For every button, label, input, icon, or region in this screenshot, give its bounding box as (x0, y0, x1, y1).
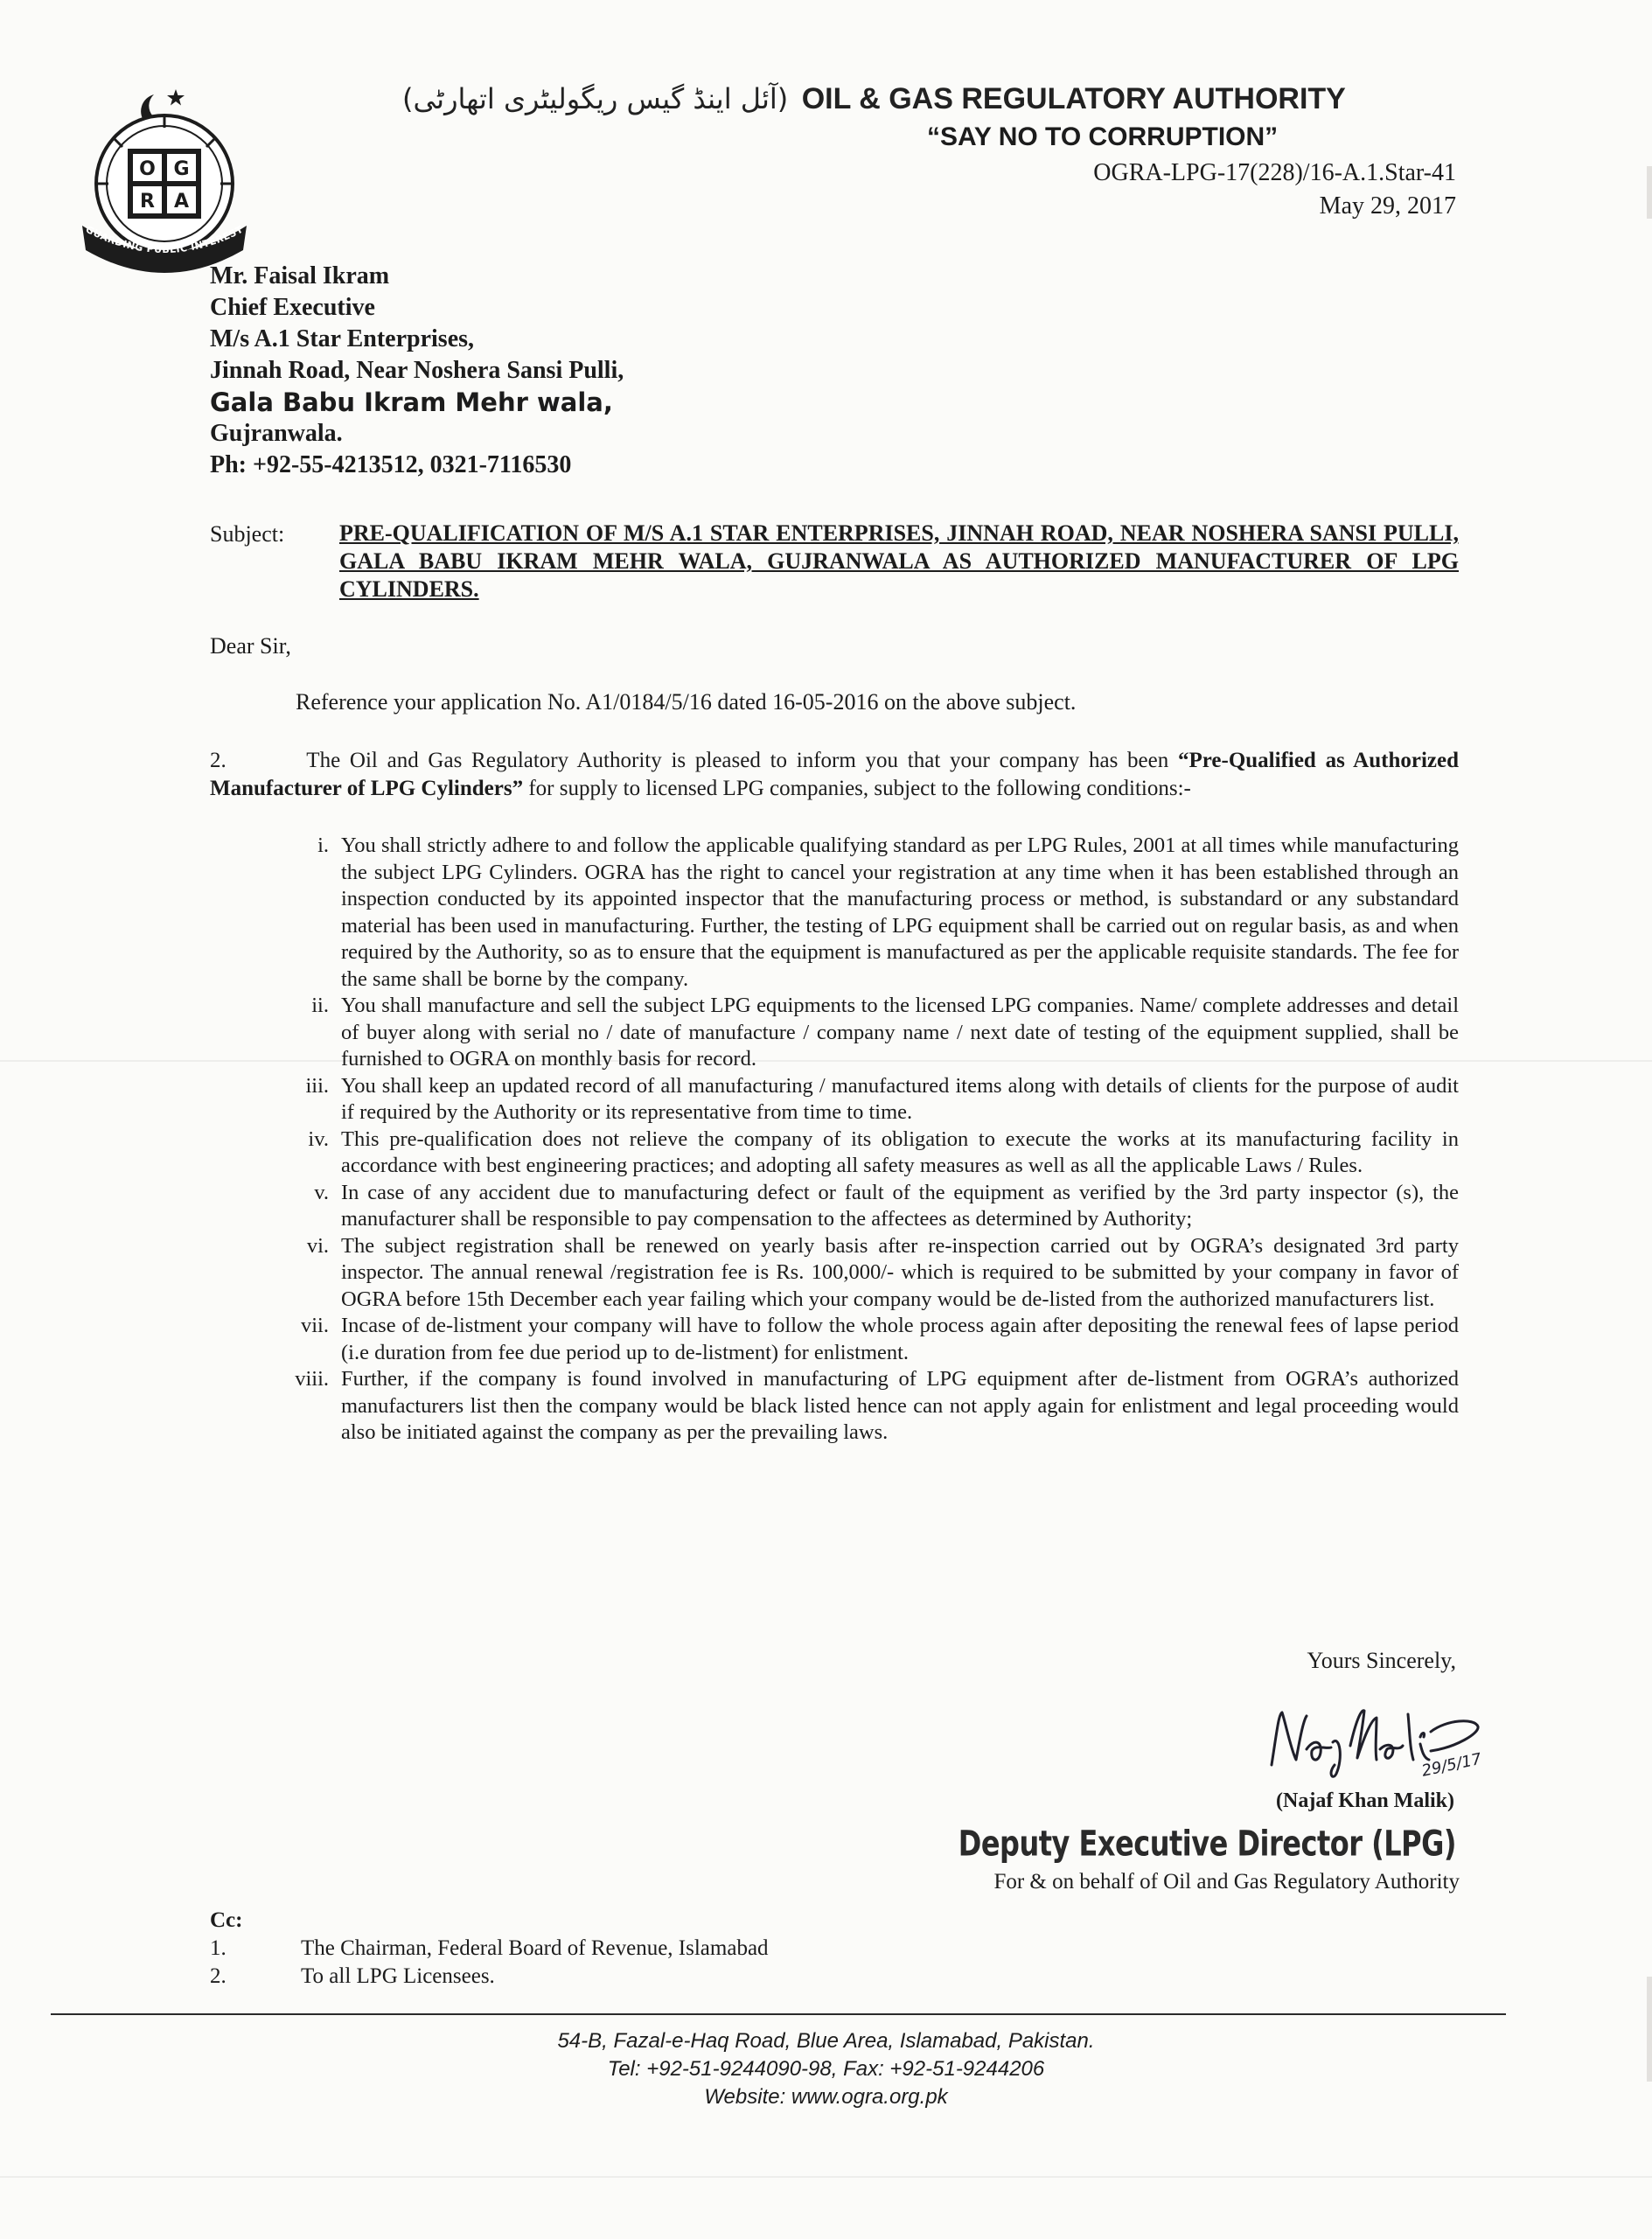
subject-label: Subject: (210, 521, 285, 547)
condition-text: You shall keep an updated record of all manufacturing / manufactured items along with details of clients for the purpose of audit if required by the Authority or its representative from time to time. (341, 1073, 1459, 1124)
condition-item (271, 1366, 1459, 1447)
addressee-name: Mr. Faisal Ikram (210, 262, 390, 289)
addressee-block (210, 261, 624, 481)
footer-website: Website: www.ogra.org.pk (704, 2085, 948, 2109)
paragraph-highlight: “Pre-Qualified as Authorized Manufacturer of LPG Cylinders” (210, 749, 1459, 800)
scan-fold-line (0, 2176, 1652, 2178)
condition-numeral: iv. (308, 1126, 329, 1151)
condition-text: The subject registration shall be renewed on yearly basis after re-inspection carried out by OGRA’s designated 3rd party inspector. The annual renewal /registration fee is Rs. 100,000/- which is required to be submitted by your company in favor of OGRA before 15th December each year failing which your company would be de-listed from the authorized manufacturers list. (341, 1233, 1459, 1311)
condition-numeral: i. (317, 834, 329, 857)
condition-item (271, 833, 1459, 993)
addressee-designation: Chief Executive (210, 294, 375, 321)
condition-numeral: ii. (311, 994, 329, 1017)
closing-line: Yours Sincerely, (1307, 1648, 1456, 1673)
handwritten-signature (1259, 1697, 1487, 1784)
condition-item (271, 993, 1459, 1073)
condition-numeral: vi. (306, 1233, 329, 1258)
logo-letter: A (173, 191, 190, 213)
logo-letter: O (139, 158, 156, 180)
cc-recipient: To all LPG Licensees. (301, 1964, 495, 1988)
condition-numeral: vii. (301, 1314, 329, 1337)
condition-item (271, 1126, 1459, 1180)
condition-text: In case of any accident due to manufacturing defect or fault of the equipment as verified by the 3rd party inspector (s), the manufacturer shall be responsible to pay compensation to the affectees as determined by Authority; (341, 1180, 1459, 1231)
authority-english-name: OIL & GAS REGULATORY AUTHORITY (801, 82, 1346, 115)
footer-contact: Tel: +92-51-9244090-98, Fax: +92-51-9244206 (607, 2057, 1045, 2081)
reference-line: Reference your application No. A1/0184/5/16 dated 16-05-2016 on the above subject. (296, 689, 1077, 715)
condition-item (271, 1313, 1459, 1366)
addressee-phone: Ph: +92-55-4213512, 0321-7116530 (210, 451, 572, 478)
footer-divider (51, 2013, 1506, 2015)
cc-label: Cc: (210, 1908, 243, 1932)
condition-item (271, 1233, 1459, 1314)
cc-number: 1. (210, 1936, 227, 1960)
authority-urdu-name: (آئل اینڈ گیس ریگولیٹری اتھارٹی) (402, 82, 789, 115)
footer (0, 2027, 1652, 2111)
cc-number: 2. (210, 1964, 227, 1988)
cc-recipient: The Chairman, Federal Board of Revenue, Islamabad (301, 1936, 769, 1960)
scan-edge-mark (1647, 166, 1652, 219)
cc-item (210, 1963, 769, 1991)
conditions-list (271, 833, 1459, 1447)
logo-letter: R (140, 191, 155, 213)
condition-text: This pre-qualification does not relieve the company of its obligation to execute the works at its manufacturing facility in accordance with best engineering practices; and adopting all safety measures as well as all the applicable Laws / Rules. (341, 1126, 1459, 1177)
condition-numeral: iii. (305, 1073, 329, 1098)
condition-item (271, 1180, 1459, 1233)
addressee-locality: Gala Babu Ikram Mehr wala, (210, 387, 613, 417)
paragraph-outro: for supply to licensed LPG companies, subject to the following conditions:- (528, 777, 1191, 800)
condition-text: You shall manufacture and sell the subject LPG equipments to the licensed LPG companies. Name/ complete addresses and detail of buyer along with serial no / date of manufacture / company name / next date of testing of the equipment supplied, shall be furnished to OGRA on monthly basis for record. (341, 994, 1459, 1071)
on-behalf-line: For & on behalf of Oil and Gas Regulatory Authority (993, 1870, 1460, 1894)
paragraph-2 (210, 747, 1459, 803)
addressee-company: M/s A.1 Star Enterprises, (210, 325, 475, 352)
cc-item (210, 1935, 769, 1963)
logo-letter: G (173, 158, 190, 180)
signer-name: (Najaf Khan Malik) (1276, 1789, 1454, 1812)
condition-numeral: viii. (295, 1367, 329, 1391)
salutation: Dear Sir, (210, 633, 291, 659)
condition-text: Incase of de-listment your company will have to follow the whole process again after depositing the renewal fees of lapse period (i.e duration from fee due period up to de-listment) for enlistment. (341, 1314, 1459, 1364)
reference-number: OGRA-LPG-17(228)/16-A.1.Star-41 (1093, 159, 1456, 186)
signer-title-stamp: Deputy Executive Director (LPG) (958, 1823, 1456, 1865)
cc-list (210, 1935, 769, 1991)
subject-text: PRE-QUALIFICATION OF M/S A.1 STAR ENTERPRISES, JINNAH ROAD, NEAR NOSHERA SANSI PULLI, GALA BABU IKRAM MEHR WALA, GUJRANWALA AS AUTHORIZED MANUFACTURER OF LPG CYLINDERS. (339, 520, 1459, 602)
letter-date: May 29, 2017 (1319, 192, 1456, 220)
authority-title (402, 82, 1346, 116)
anti-corruption-slogan: “SAY NO TO CORRUPTION” (927, 122, 1279, 151)
addressee-city: Gujranwala. (210, 420, 343, 447)
ogra-logo (77, 79, 252, 273)
condition-text: You shall strictly adhere to and follow the applicable qualifying standard as per LPG Rules, 2001 at all times while manufacturing the subject LPG Cylinders. OGRA has the right to cancel your registration at any time when it has been established through an inspection conducted by its appointed inspector that the manufacturing process or method, is substandard or any substandard material has been used in manufacturing. Further, the testing of LPG equipment shall be carried out on regular basis, as and when required by the Authority, so as to ensure that the equipment is manufactured as per the applicable requisite standards. The fee for the same shall be borne by the company. (341, 834, 1459, 991)
paragraph-number: 2. (210, 749, 227, 772)
condition-text: Further, if the company is found involved in manufacturing of LPG equipment after de-listment from OGRA’s authorized manufacturers list then the company would be black listed hence can not apply again for enlistment and legal proceeding would also be initiated against the company as per the prevailing laws. (341, 1367, 1459, 1444)
addressee-street: Jinnah Road, Near Noshera Sansi Pulli, (210, 357, 624, 384)
condition-numeral: v. (314, 1180, 329, 1204)
paragraph-intro: The Oil and Gas Regulatory Authority is pleased to inform you that your company has been (306, 749, 1169, 772)
logo-ribbon-text: GUARDING PUBLIC INTEREST (83, 223, 246, 256)
signature-date: 29/5/17 (1419, 1749, 1484, 1781)
condition-item (271, 1073, 1459, 1126)
footer-address: 54-B, Fazal-e-Haq Road, Blue Area, Islamabad, Pakistan. (557, 2029, 1095, 2053)
